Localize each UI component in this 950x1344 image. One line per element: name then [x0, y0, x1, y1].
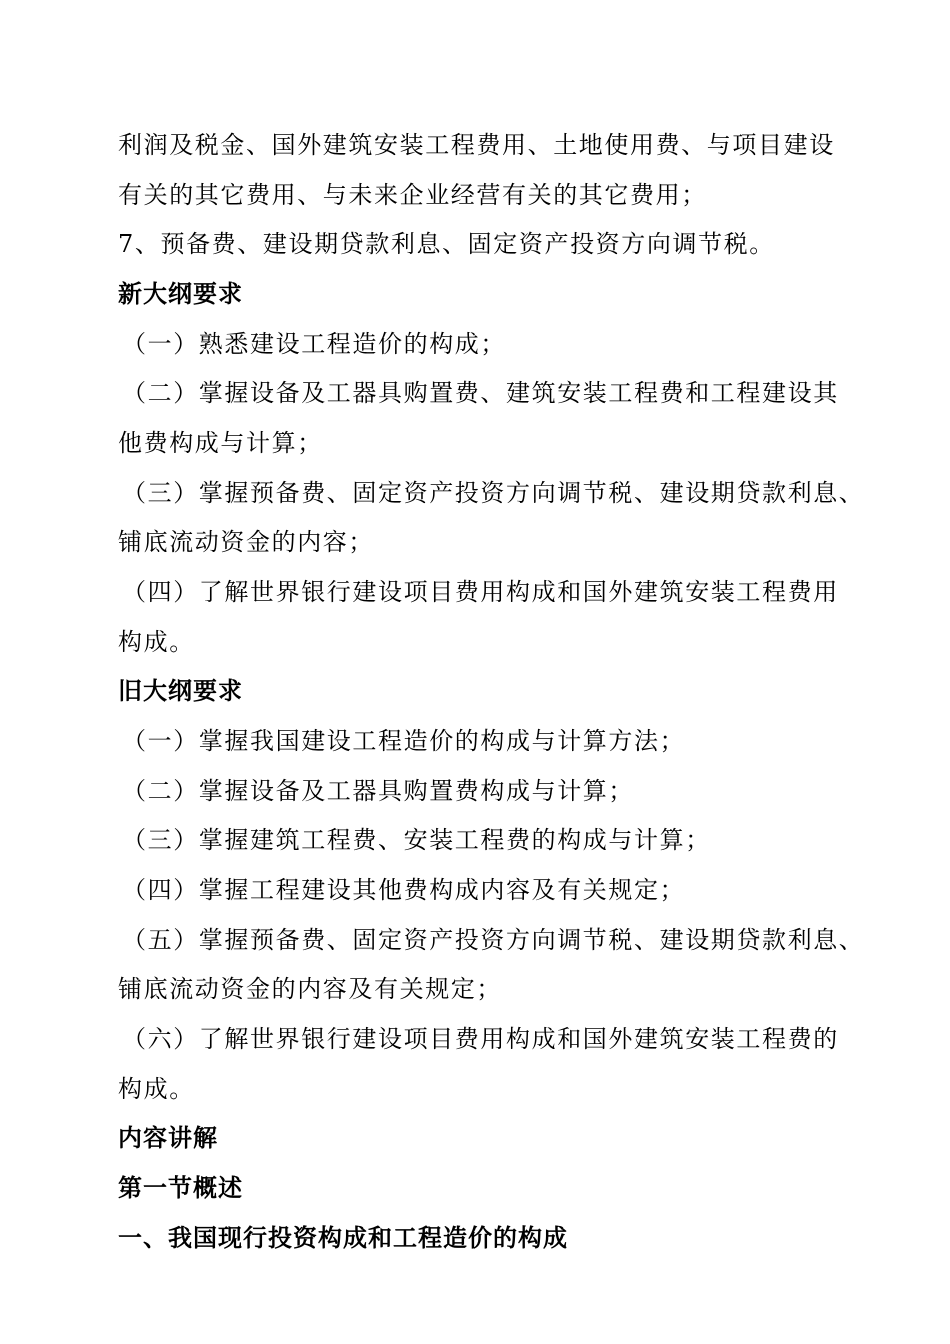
paragraph-line: 铺底流动资金的内容及有关规定；	[118, 975, 502, 1003]
paragraph-line: 利润及税金、国外建筑安装工程费用、土地使用费、与项目建设	[118, 131, 835, 159]
paragraph-line: 有关的其它费用、与未来企业经营有关的其它费用；	[118, 181, 707, 209]
list-item: （二）掌握设备及工器具购置费构成与计算；	[122, 777, 634, 805]
paragraph-line: 铺底流动资金的内容；	[118, 528, 374, 556]
list-item: （五）掌握预备费、固定资产投资方向调节税、建设期贷款利息、	[122, 926, 865, 954]
section-heading-chapter: 第一节概述	[118, 1173, 243, 1202]
list-item: （一）熟悉建设工程造价的构成；	[122, 330, 506, 358]
list-item: （六）了解世界银行建设项目费用构成和国外建筑安装工程费的	[122, 1025, 839, 1053]
section-heading-new-syllabus: 新大纲要求	[118, 279, 243, 308]
list-item: （四）了解世界银行建设项目费用构成和国外建筑安装工程费用	[122, 578, 839, 606]
section-heading-subsection: 一、我国现行投资构成和工程造价的构成	[118, 1223, 568, 1252]
list-item: （三）掌握预备费、固定资产投资方向调节税、建设期贷款利息、	[122, 479, 865, 507]
paragraph-line: 构成。	[118, 1075, 195, 1103]
list-item: （一）掌握我国建设工程造价的构成与计算方法；	[122, 727, 686, 755]
section-heading-content: 内容讲解	[118, 1123, 218, 1152]
paragraph-line: 7、预备费、建设期贷款利息、固定资产投资方向调节税。	[118, 230, 775, 258]
list-item: （四）掌握工程建设其他费构成内容及有关规定；	[122, 876, 686, 904]
paragraph-line: 他费构成与计算；	[118, 429, 323, 457]
list-item: （三）掌握建筑工程费、安装工程费的构成与计算；	[122, 826, 711, 854]
list-item: （二）掌握设备及工器具购置费、建筑安装工程费和工程建设其	[122, 379, 839, 407]
section-heading-old-syllabus: 旧大纲要求	[118, 676, 243, 705]
paragraph-line: 构成。	[118, 628, 195, 656]
